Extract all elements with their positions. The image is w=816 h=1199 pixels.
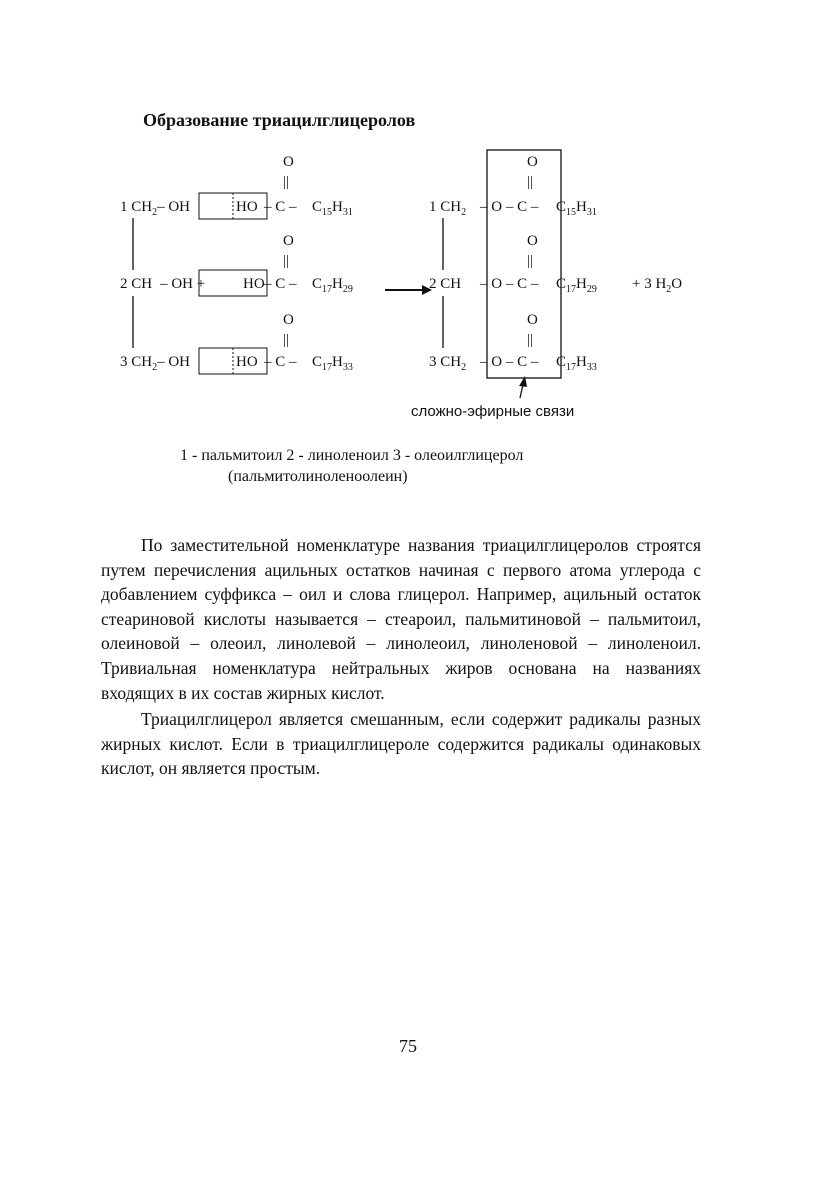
svg-text:C17H29: $C_{17}H_{29}$ (556, 276, 597, 295)
reactant-row-1 (120, 199, 353, 218)
svg-text:– C –: – C – (264, 199, 297, 215)
page-number: 75 (399, 1036, 417, 1056)
svg-text:HO: HO (236, 354, 258, 370)
product-rows (411, 150, 682, 420)
reaction-arrow (385, 285, 432, 295)
svg-text:1 CH2: 1 $CH_2$ (429, 199, 467, 218)
svg-text:C17H33: $C_{17}H_{33}$ (312, 354, 353, 373)
acid-3-oxygen: O (283, 312, 294, 328)
svg-text:– O – C –: – O – C – (480, 354, 539, 370)
acid-3-double-bond: || (283, 332, 290, 348)
figure-caption (180, 445, 523, 487)
svg-text:– C –: – C – (264, 276, 297, 292)
svg-text:||: || (527, 332, 534, 348)
svg-text:O: O (527, 312, 538, 328)
svg-text:C17H29: $C_{17}H_{29}$ (312, 276, 353, 295)
caption-line-2: (пальмитолиноленоолеин) (228, 468, 408, 485)
product-row-1 (429, 199, 597, 218)
svg-text:O: O (527, 154, 538, 170)
page-heading: Образование триацилглицеролов (143, 110, 416, 130)
svg-text:||: || (527, 174, 534, 190)
svg-text:C17H33: $C_{17}H_{33}$ (556, 354, 597, 373)
acid-1-oxygen: O (283, 154, 294, 170)
reactant-row-2 (120, 276, 353, 295)
svg-text:2 CH– OH +: 2 CH – OH + (120, 276, 206, 292)
ester-bonds-box (487, 150, 561, 378)
water-product: + 3 $H_2O$ (632, 276, 683, 295)
reactant-row-3 (120, 354, 353, 373)
reactant-rows (120, 154, 353, 374)
acid-2-double-bond: || (283, 253, 290, 269)
svg-text:C15H31: $C_{15}H_{31}$ (556, 199, 597, 218)
reaction-scheme (0, 0, 816, 430)
svg-text:HO: HO (243, 276, 265, 292)
svg-text:O: O (527, 233, 538, 249)
svg-text:2 CH: 2 CH (429, 276, 462, 292)
product-row-2 (429, 276, 597, 295)
caption-line-1: 1 - пальмитоил 2 - линоленоил 3 - олеоилглицерол (180, 447, 524, 464)
product-row-3 (429, 354, 597, 373)
ester-bonds-label: сложно-эфирные связи (411, 403, 575, 420)
svg-text:– C –: – C – (264, 354, 297, 370)
paragraph-2: Триацилглицерол является смешанным, если содержит радикалы разных жирных кислот. Если в триацилглицероле содержится радикалы одинаковых кислот, он является простым. (101, 709, 701, 779)
svg-text:3 CH2– OH: 3 $CH_2-$ OH (120, 354, 191, 373)
svg-text:||: || (527, 253, 534, 269)
svg-text:3 CH2: 3 $CH_2$ (429, 354, 467, 373)
svg-text:1 CH2– OH: 1 $CH_2-$ OH (120, 199, 191, 218)
svg-text:C15H31: $C_{15}H_{31}$ (312, 199, 353, 218)
acid-2-oxygen: O (283, 233, 294, 249)
paragraph-1: По заместительной номенклатуре названия триацилглицеролов строятся путем перечисления ацильных остатков начиная с первого атома углерода с добавлением суффикса – оил и слова глицерол. Например, ацильный остаток стеариновой кислоты называется – стеароил, пальмитиновой – пальмитоил, олеиновой – олеоил, линолевой – линолеоил, линоленовой – линоленоил. Тривиальная номенклатура нейтральных жиров основана на названиях входящих в их состав жирных кислот. (101, 535, 701, 703)
acid-1-double-bond: || (283, 174, 290, 190)
svg-text:– O – C –: – O – C – (480, 276, 539, 292)
svg-text:– O – C –: – O – C – (480, 199, 539, 215)
svg-text:HO: HO (236, 199, 258, 215)
body-text (101, 533, 701, 781)
